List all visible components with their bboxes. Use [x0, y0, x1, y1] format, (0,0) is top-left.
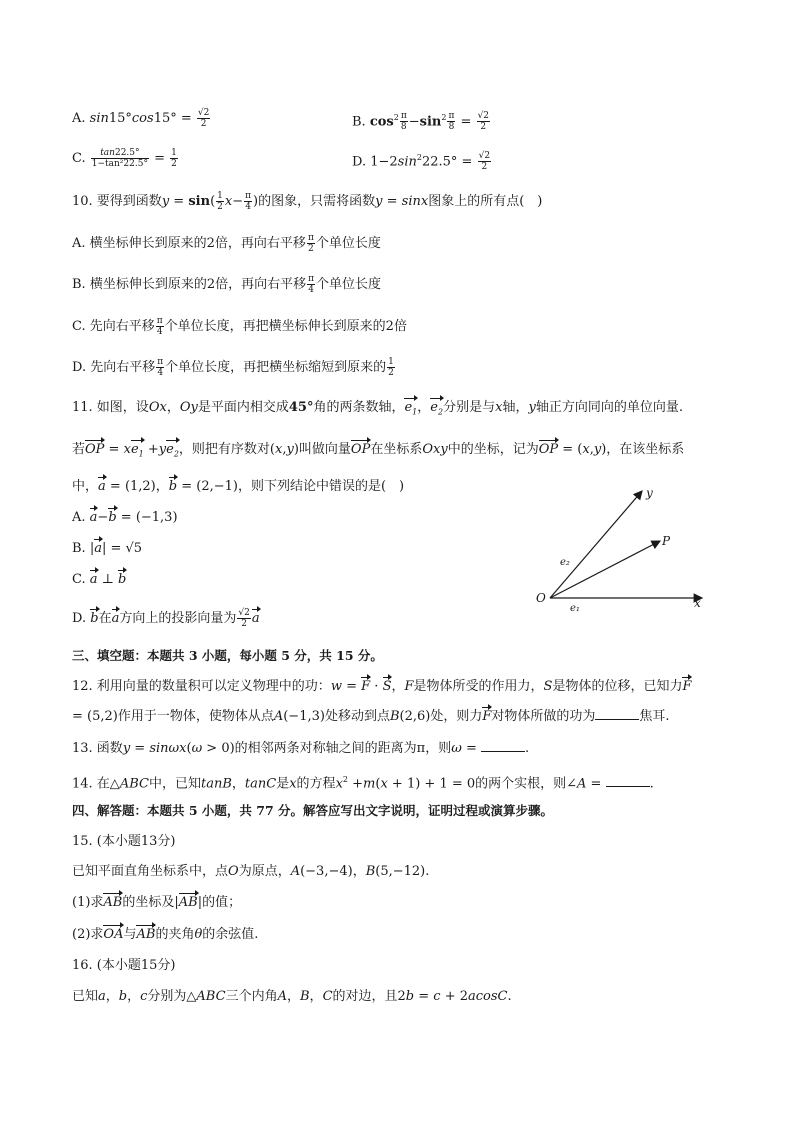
q15-stem: 已知平面直角坐标系中，点O为原点，A(−3,−4)，B(5,−12).	[72, 864, 430, 879]
q11-option-b: B. |a| = √5	[72, 539, 142, 559]
label-origin: O	[536, 591, 546, 605]
oblique-coordinate-figure	[530, 483, 710, 613]
label-p: P	[662, 534, 671, 548]
q9-option-b: B. $\cos^2$ $\frac{\pi}{8}$ $-\sin^2$ $\frac{\pi}{8}$ = $\frac{√2}{2}$	[352, 111, 490, 133]
label-x: x	[694, 596, 701, 610]
label-y: y	[646, 486, 653, 500]
label-e2: e₂	[560, 557, 570, 568]
q12-line-2: = (5,2)作用于一物体，使物体从点A(−1,3)处移动到点B(2,6)处，则力F对物体所做的功为 焦耳.	[72, 707, 670, 727]
q15-head: 15. (本小题13分)	[72, 834, 176, 849]
q10-option-b: B. 横坐标伸长到原来的2倍，再向右平移 $\frac{\pi}{4}$ 个单位长度	[72, 274, 382, 295]
q11-option-c: C. a ⊥ b	[72, 570, 126, 590]
q15-part-2: (2)求OA与AB的夹角θ的余弦值.	[72, 925, 258, 945]
q12-line-1: 12. 利用向量的数量积可以定义物理中的功：w = F · S，F是物体所受的作用力，S是物体的位移，已知力F	[72, 677, 691, 697]
q10-option-d: D. 先向右平移 $\frac{\pi}{4}$ 个单位长度，再把横坐标缩短到原来的 $\frac{1}{2}$	[72, 357, 394, 378]
q9-option-d: D. $1-2\sin^222.5^\circ$ = $\frac{√2}{2}$	[352, 151, 491, 173]
q10-stem: 10. 要得到函数y = sin( $\frac{1}{2}$ x− $\frac{\pi}{4}$ )的图象，只需将函数y = sinx图象上的所有点( )	[72, 191, 543, 212]
q11-option-a: A. a−b = (−1,3)	[72, 508, 178, 528]
y-axis	[550, 491, 642, 598]
q11-line-2: 若OP = $xe_1 +ye_2$，则把有序数对(x,y)叫做向量OP在坐标系Oxy中的坐标，记为OP = (x,y)，在该坐标系	[72, 440, 684, 465]
q11-line-3: 中，a = (1,2)，b = (2,−1)，则下列结论中错误的是( )	[72, 477, 404, 497]
q16-stem: 已知a，b，c分别为△ABC三个内角A，B，C的对边，且2b = c + 2acosC.	[72, 989, 512, 1004]
q14: 14. 在△ABC中，已知tanB，tanC是x的方程$x^2 +m(x + 1) + 1 = 0$的两个实根，则∠A = .	[72, 775, 654, 792]
q16-head: 16. (本小题15分)	[72, 958, 176, 973]
label-e1: e₁	[570, 603, 580, 613]
q10-option-a: A. 横坐标伸长到原来的2倍，再向右平移 $\frac{\pi}{2}$ 个单位长度	[72, 233, 381, 254]
q9-option-c: C. $\frac{\tan 22.5^\circ}{\text{1−tan²22.5°}}$ = $\frac{1}{2}$	[72, 148, 177, 169]
section-4-heading: 四、解答题：本题共 5 小题，共 77 分。解答应写出文字说明，证明过程或演算步骤。	[72, 803, 554, 818]
q9-option-a: A. sin15°cos15° = $\frac{√2}{2}$	[72, 108, 210, 129]
vector-op	[550, 541, 660, 598]
q15-part-1: (1)求AB的坐标及|AB|的值；	[72, 893, 241, 913]
q11-option-d: D. b在a方向上的投影向量为 $\frac{√2}{2}$ a	[72, 608, 260, 629]
q11-line-1: 11. 如图，设Ox，Oy是平面内相交成45°角的两条数轴，$e_1$，$e_2$分别是与x轴，y轴正方向同向的单位向量.	[72, 398, 683, 423]
section-3-heading: 三、填空题：本题共 3 小题，每小题 5 分，共 15 分。	[72, 648, 383, 663]
q10-option-c: C. 先向右平移 $\frac{\pi}{4}$ 个单位长度，再把横坐标伸长到原来的2倍	[72, 316, 407, 337]
q13: 13. 函数y = sinωx(ω > 0)的相邻两条对称轴之间的距离为π，则ω = .	[72, 741, 530, 756]
